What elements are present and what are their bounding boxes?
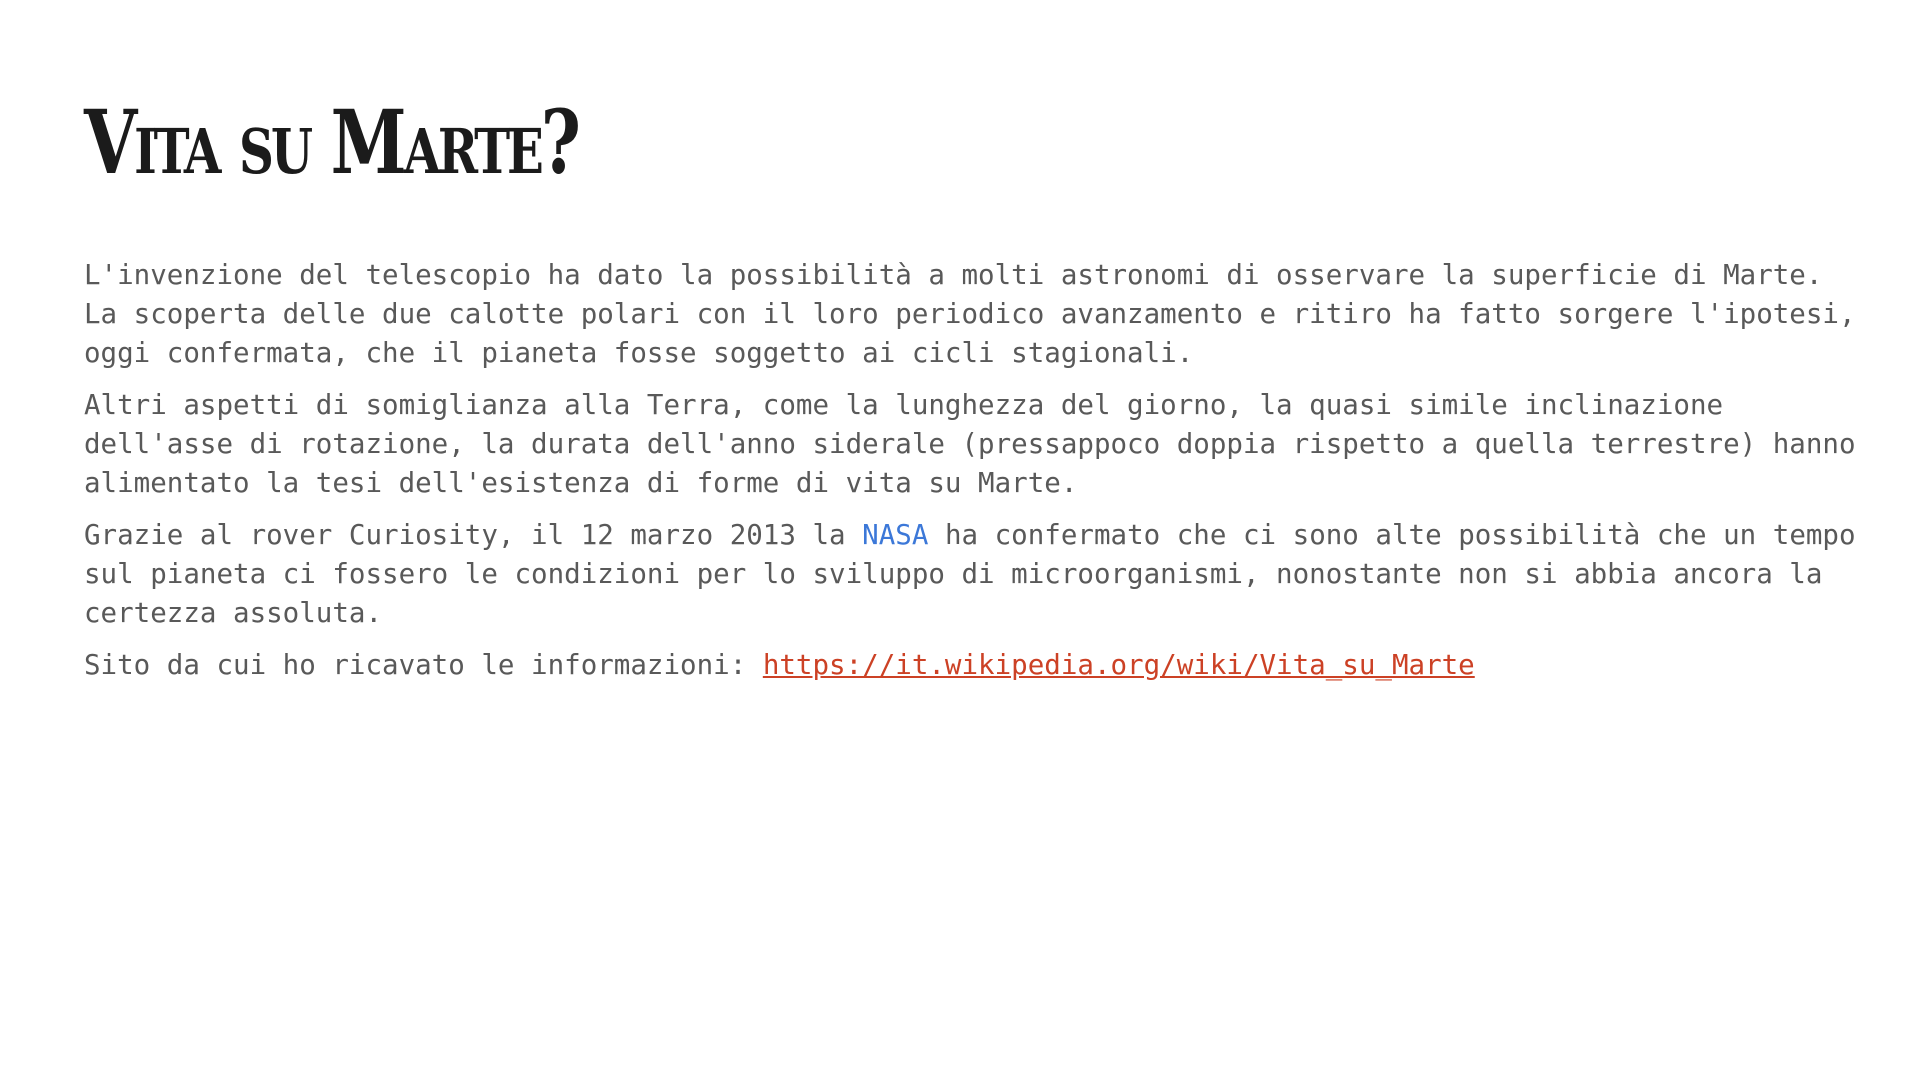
source-link[interactable]: https://it.wikipedia.org/wiki/Vita_su_Marte [762,649,1475,681]
nasa-highlight: NASA [862,519,929,551]
curiosity-text-start: Grazie al rover Curiosity, il 12 marzo 2013 la [84,519,863,551]
paragraph-curiosity [84,516,1864,633]
paragraph-telescope: L'invenzione del telescopio ha dato la possibilità a molti astronomi di osservare la superficie di Marte. La scoperta delle due calotte polari con il loro periodico avanzamento e ritiro ha fatto sorgere l'ipotesi, oggi confermata, che il pianeta fosse soggetto ai cicli stagionali. [84,259,1856,369]
slide-body [84,256,1864,698]
curiosity-text-end: ha confermato che ci sono alte possibilità che un tempo sul pianeta ci fossero le condizioni per lo sviluppo di microorganismi, nonostante non si abbia ancora la certezza assoluta. [84,519,1856,629]
slide-title: Vita su Marte? [84,90,578,194]
paragraph-source [84,646,1864,685]
source-label: Sito da cui ho ricavato le informazioni: [84,649,763,681]
paragraph-earth-similarities: Altri aspetti di somiglianza alla Terra, come la lunghezza del giorno, la quasi simile inclinazione dell'asse di rotazione, la durata dell'anno siderale (pressappoco doppia rispetto a quella terrestre) hanno alimentato la tesi dell'esistenza di forme di vita su Marte. [84,389,1856,499]
